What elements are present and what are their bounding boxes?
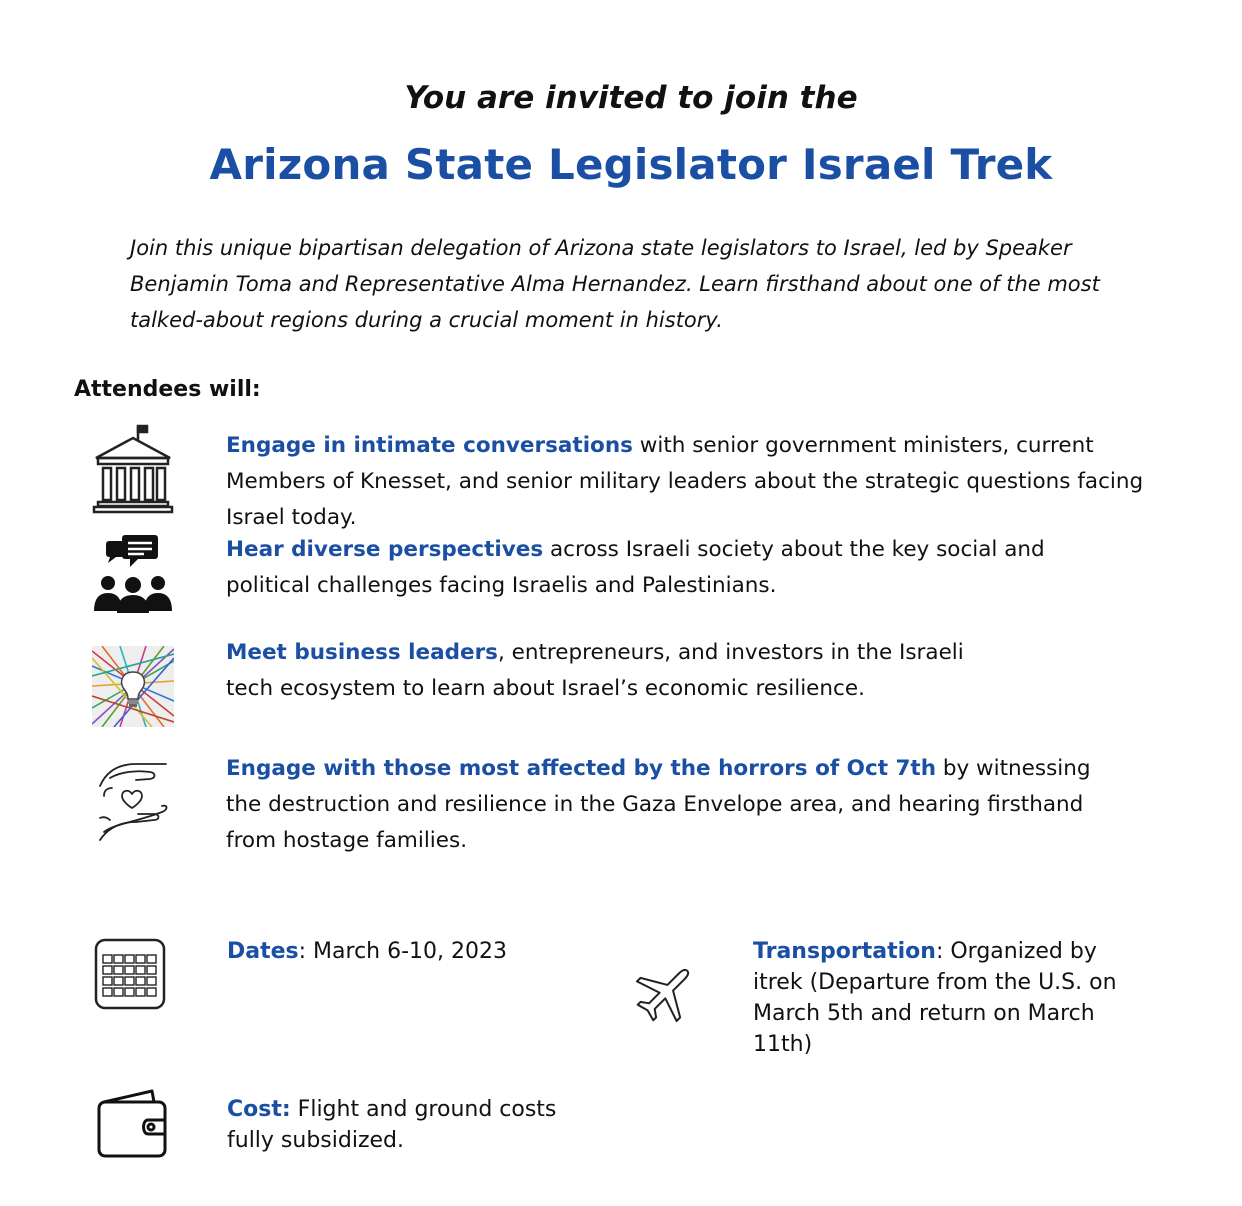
wallet-icon [96, 1088, 170, 1160]
attendee-item-perspectives [226, 532, 1126, 604]
discussion-group-icon [92, 533, 174, 613]
transportation-label: Transportation [753, 939, 936, 964]
item-text: across Israeli society about the key social and political challenges facing Israelis and Palestinians. [226, 537, 1045, 598]
item-highlight: Hear diverse perspectives [226, 537, 544, 562]
hands-heart-icon [96, 758, 170, 846]
cost-detail [227, 1094, 557, 1156]
invite-line: You are invited to join the [404, 80, 858, 116]
cost-label: Cost: [227, 1097, 291, 1122]
cost-sep [291, 1097, 298, 1122]
item-text: , entrepreneurs, and investors in the Israeli tech ecosystem to learn about Israel’s economic resilience. [226, 640, 964, 701]
page-title: Arizona State Legislator Israel Trek [209, 140, 1053, 189]
attendee-item-business [226, 635, 1016, 707]
item-highlight: Meet business leaders [226, 640, 498, 665]
lightbulb-network-icon [92, 646, 174, 727]
dates-detail [227, 936, 587, 967]
attendees-heading: Attendees will: [74, 377, 261, 402]
dates-sep: : [298, 939, 314, 964]
item-highlight: Engage in intimate conversations [226, 433, 633, 458]
airplane-icon [634, 960, 698, 1024]
item-text: with senior government ministers, current Members of Knesset, and senior military leaders about the strategic questions facing Israel today. [226, 433, 1144, 530]
calendar-icon [94, 938, 166, 1010]
item-text: by witnessing the destruction and resilience in the Gaza Envelope area, and hearing firsthand from hostage families. [226, 756, 1091, 853]
transportation-value: Organized by itrek (Departure from the U.S. on March 5th and return on March 11th) [753, 939, 1117, 1057]
cost-value: Flight and ground costs fully subsidized. [227, 1097, 557, 1153]
dates-value: March 6-10, 2023 [313, 939, 508, 964]
item-highlight: Engage with those most affected by the horrors of Oct 7th [226, 756, 937, 781]
dates-label: Dates [227, 939, 299, 964]
attendee-item-oct7 [226, 751, 1126, 859]
attendee-item-conversations [226, 428, 1186, 536]
intro-paragraph: Join this unique bipartisan delegation of Arizona state legislators to Israel, led by Speaker Benjamin Toma and Representative Alma Hernandez. Learn firsthand about one of the most talked-about regions during a crucial moment in history. [130, 236, 1100, 332]
transportation-sep: : [935, 939, 951, 964]
transportation-detail [753, 936, 1153, 1060]
government-building-icon [92, 424, 174, 514]
